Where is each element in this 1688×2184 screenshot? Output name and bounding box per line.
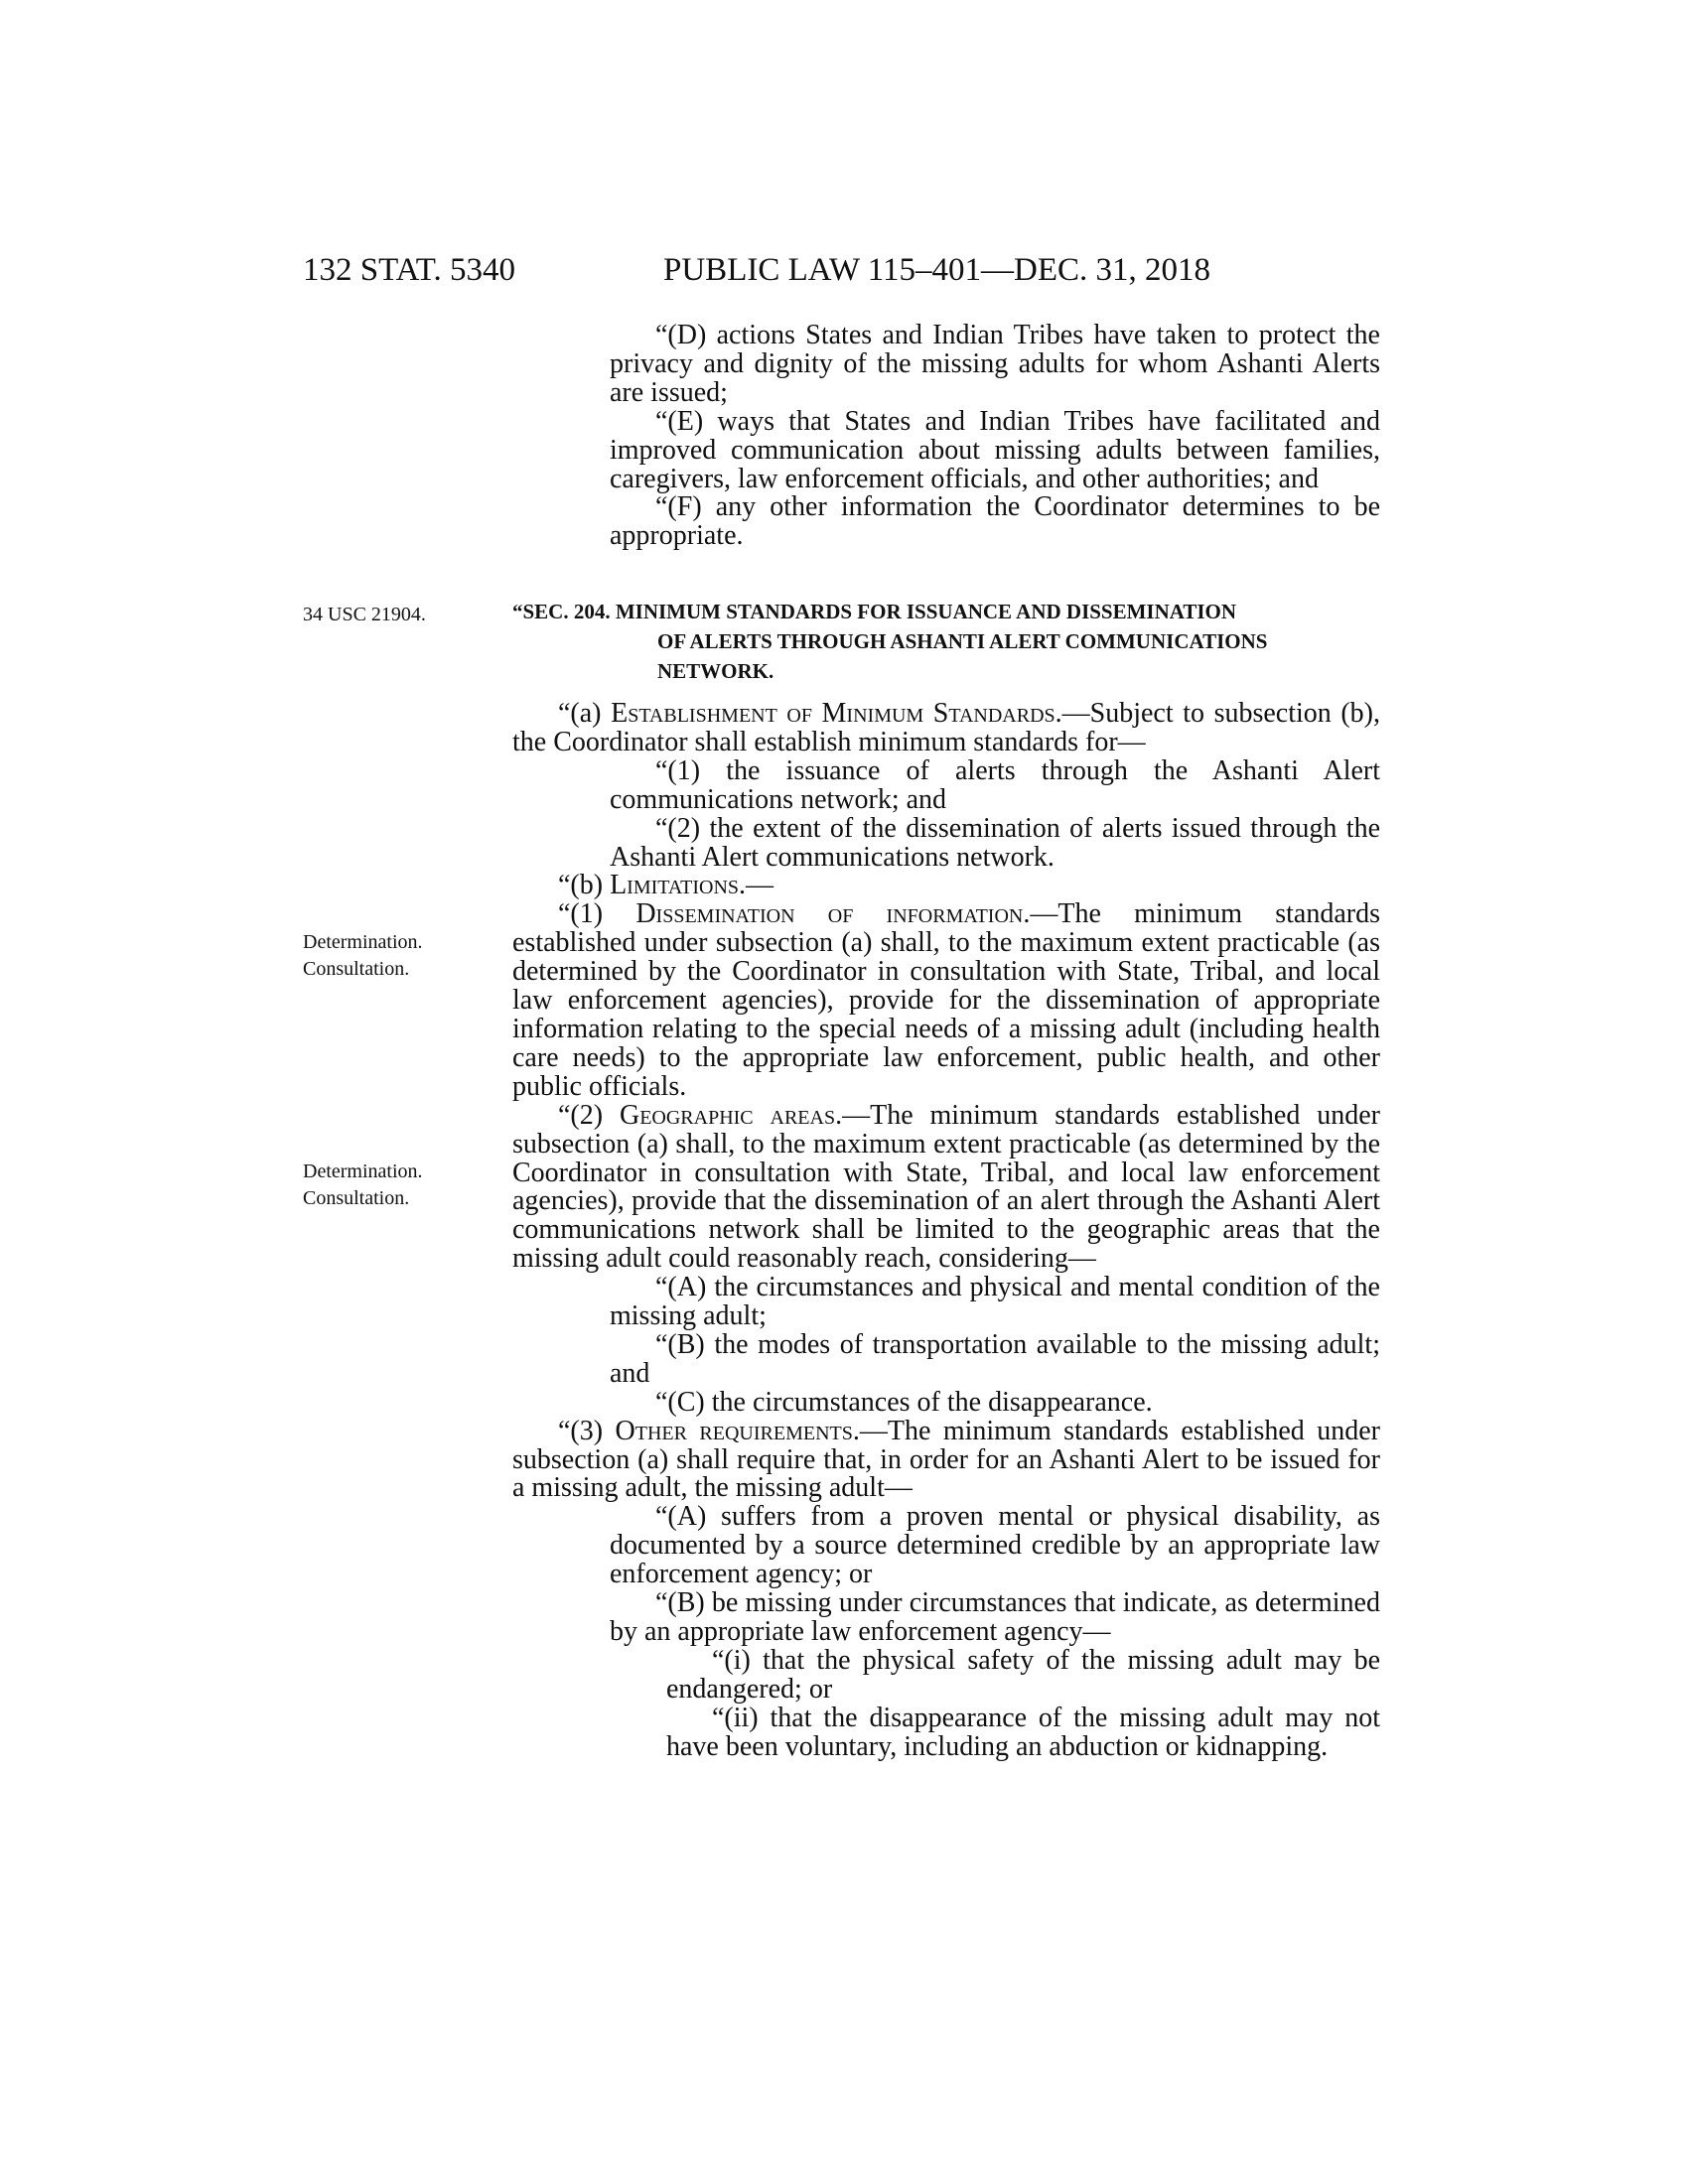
paragraph-b3-label: “(3) bbox=[558, 1415, 604, 1446]
section-heading-line-2: OF ALERTS THROUGH ASHANTI ALERT COMMUNICATIONS bbox=[657, 629, 1268, 653]
paragraph-b3-text: —The minimum standards established under subsection (a) shall require that, in order for an Ashanti Alert to be issued for a missing adult, the missing adult— bbox=[512, 1415, 1380, 1504]
paragraph-a2: “(2) the extent of the dissemination of alerts issued through the Ashanti Alert communications network. bbox=[610, 812, 1380, 873]
item-f: “(F) any other information the Coordinator determines to be appropriate. bbox=[610, 491, 1380, 552]
subparagraph-b2b: “(B) the modes of transportation available to the missing adult; and bbox=[610, 1328, 1380, 1389]
margin-note-1 bbox=[303, 929, 462, 983]
paragraph-b2-text: —The minimum standards established under subsection (a) shall, to the maximum extent practicable (as determined by the Coordinator in consultation with State, Tribal, and local law enforcement agencies), provide that the dissemination of an alert through the Ashanti Alert communications network shall be limited to the geographic areas that the missing adult could reasonably reach, considering— bbox=[512, 1099, 1380, 1275]
paragraph-b2 bbox=[512, 1099, 1380, 1275]
page-law-header: PUBLIC LAW 115–401—DEC. 31, 2018 bbox=[663, 252, 1211, 288]
paragraph-b3-heading: Other requirements. bbox=[615, 1415, 860, 1446]
section-heading bbox=[512, 597, 1380, 686]
subparagraph-b3b: “(B) be missing under circumstances that indicate, as determined by an appropriate law enforcement agency— bbox=[610, 1587, 1380, 1647]
subparagraph-b2a: “(A) the circumstances and physical and mental condition of the missing adult; bbox=[610, 1272, 1380, 1332]
margin-note-1-line-2: Consultation. bbox=[303, 958, 410, 980]
paragraph-b1 bbox=[512, 900, 1380, 1101]
subparagraph-b2c: “(C) the circumstances of the disappearance. bbox=[655, 1386, 1153, 1418]
paragraph-b1-heading: Dissemination of information. bbox=[635, 898, 1031, 930]
subsection-b-label: “(b) bbox=[558, 870, 604, 901]
subsection-a-heading: Establishment of Minimum Standards. bbox=[611, 698, 1062, 729]
subsection-a-label: “(a) bbox=[558, 698, 602, 729]
margin-note-1-line-1: Determination. bbox=[303, 931, 423, 953]
section-heading-line-1: “SEC. 204. MINIMUM STANDARDS FOR ISSUANCE AND DISSEMINATION bbox=[512, 600, 1237, 623]
item-d: “(D) actions States and Indian Tribes have taken to protect the privacy and dignity of the missing adults for whom Ashanti Alerts are issued; bbox=[610, 320, 1380, 408]
paragraph-a1: “(1) the issuance of alerts through the Ashanti Alert communications network; and bbox=[610, 754, 1380, 815]
paragraph-b2-heading: Geographic areas. bbox=[619, 1099, 843, 1131]
paragraph-b1-text: —The minimum standards established under subsection (a) shall, to the maximum extent practicable (as determined by the Coordinator in consultation with State, Tribal, and local law enforcement agencies), provide for the dissemination of appropriate information relating to the special needs of a missing adult (including health care needs) to the appropriate law enforcement, public health, and other public officials. bbox=[512, 898, 1381, 1102]
paragraph-b3 bbox=[512, 1415, 1380, 1504]
margin-note-usc: 34 USC 21904. bbox=[303, 604, 426, 625]
margin-note-2-line-1: Determination. bbox=[303, 1160, 423, 1182]
page-stat-citation: 132 STAT. 5340 bbox=[303, 252, 516, 288]
subsection-a bbox=[512, 700, 1380, 757]
subsection-a-text: —Subject to subsection (b), the Coordinator shall establish minimum standards for— bbox=[512, 698, 1380, 757]
item-e: “(E) ways that States and Indian Tribes have facilitated and improved communication about missing adults between families, caregivers, law enforcement officials, and other authorities; and bbox=[610, 405, 1380, 494]
clause-b3b-ii: “(ii) that the disappearance of the missing adult may not have been voluntary, including an abduction or kidnapping. bbox=[666, 1702, 1380, 1762]
margin-note-2-line-2: Consultation. bbox=[303, 1187, 410, 1209]
subsection-b bbox=[512, 872, 1380, 900]
clause-b3b-i: “(i) that the physical safety of the missing adult may be endangered; or bbox=[666, 1644, 1380, 1705]
subsection-b-dash: — bbox=[746, 870, 774, 901]
paragraph-b2-label: “(2) bbox=[558, 1099, 604, 1131]
section-body bbox=[512, 700, 1380, 1762]
continued-items bbox=[512, 322, 1380, 551]
subsection-b-heading: Limitations. bbox=[610, 870, 747, 901]
paragraph-b1-label: “(1) bbox=[558, 898, 604, 930]
section-heading-line-3: NETWORK. bbox=[657, 659, 774, 683]
margin-note-2 bbox=[303, 1159, 462, 1212]
subparagraph-b3a: “(A) suffers from a proven mental or physical disability, as documented by a source determined credible by an appropriate law enforcement agency; or bbox=[610, 1501, 1380, 1590]
